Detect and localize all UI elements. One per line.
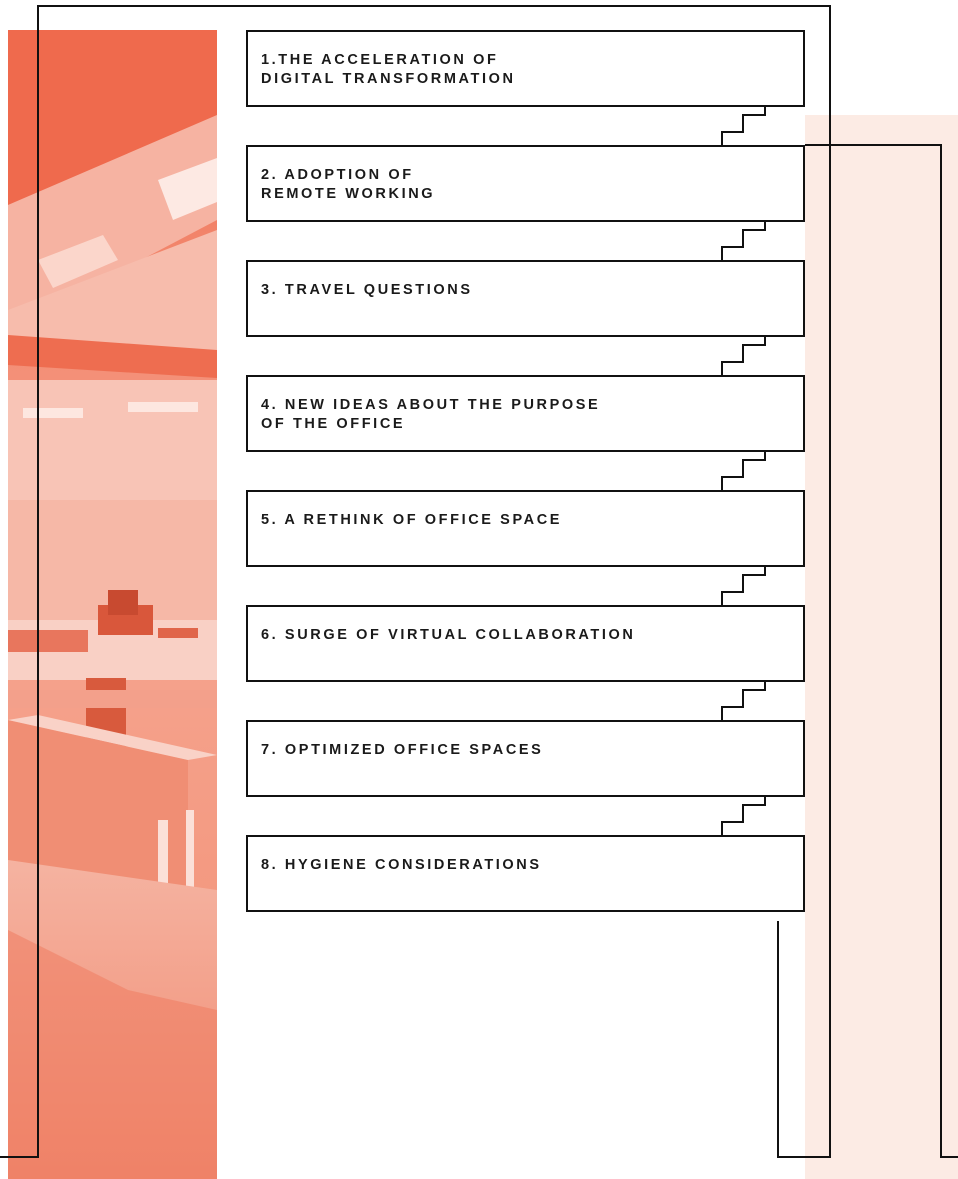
step-label-6: 6. SURGE OF VIRTUAL COLLABORATION xyxy=(261,627,636,643)
step-box-3 xyxy=(246,260,805,337)
step-box-1 xyxy=(246,30,805,107)
step-label-1: 1.THE ACCELERATION OF DIGITAL TRANSFORMATION xyxy=(261,52,516,87)
step-box-8 xyxy=(246,835,805,912)
step-box-4 xyxy=(246,375,805,452)
step-box-2 xyxy=(246,145,805,222)
step-label-8: 8. HYGIENE CONSIDERATIONS xyxy=(261,857,542,873)
step-label-2: 2. ADOPTION OF REMOTE WORKING xyxy=(261,167,436,202)
step-label-3: 3. TRAVEL QUESTIONS xyxy=(261,282,473,298)
frame-line-right xyxy=(805,145,958,1157)
step-label-7: 7. OPTIMIZED OFFICE SPACES xyxy=(261,742,544,758)
step-box-6 xyxy=(246,605,805,682)
step-box-5 xyxy=(246,490,805,567)
step-label-5: 5. A RETHINK OF OFFICE SPACE xyxy=(261,512,563,528)
step-label-4: 4. NEW IDEAS ABOUT THE PURPOSE OF THE OFFICE xyxy=(261,397,601,432)
step-box-7 xyxy=(246,720,805,797)
